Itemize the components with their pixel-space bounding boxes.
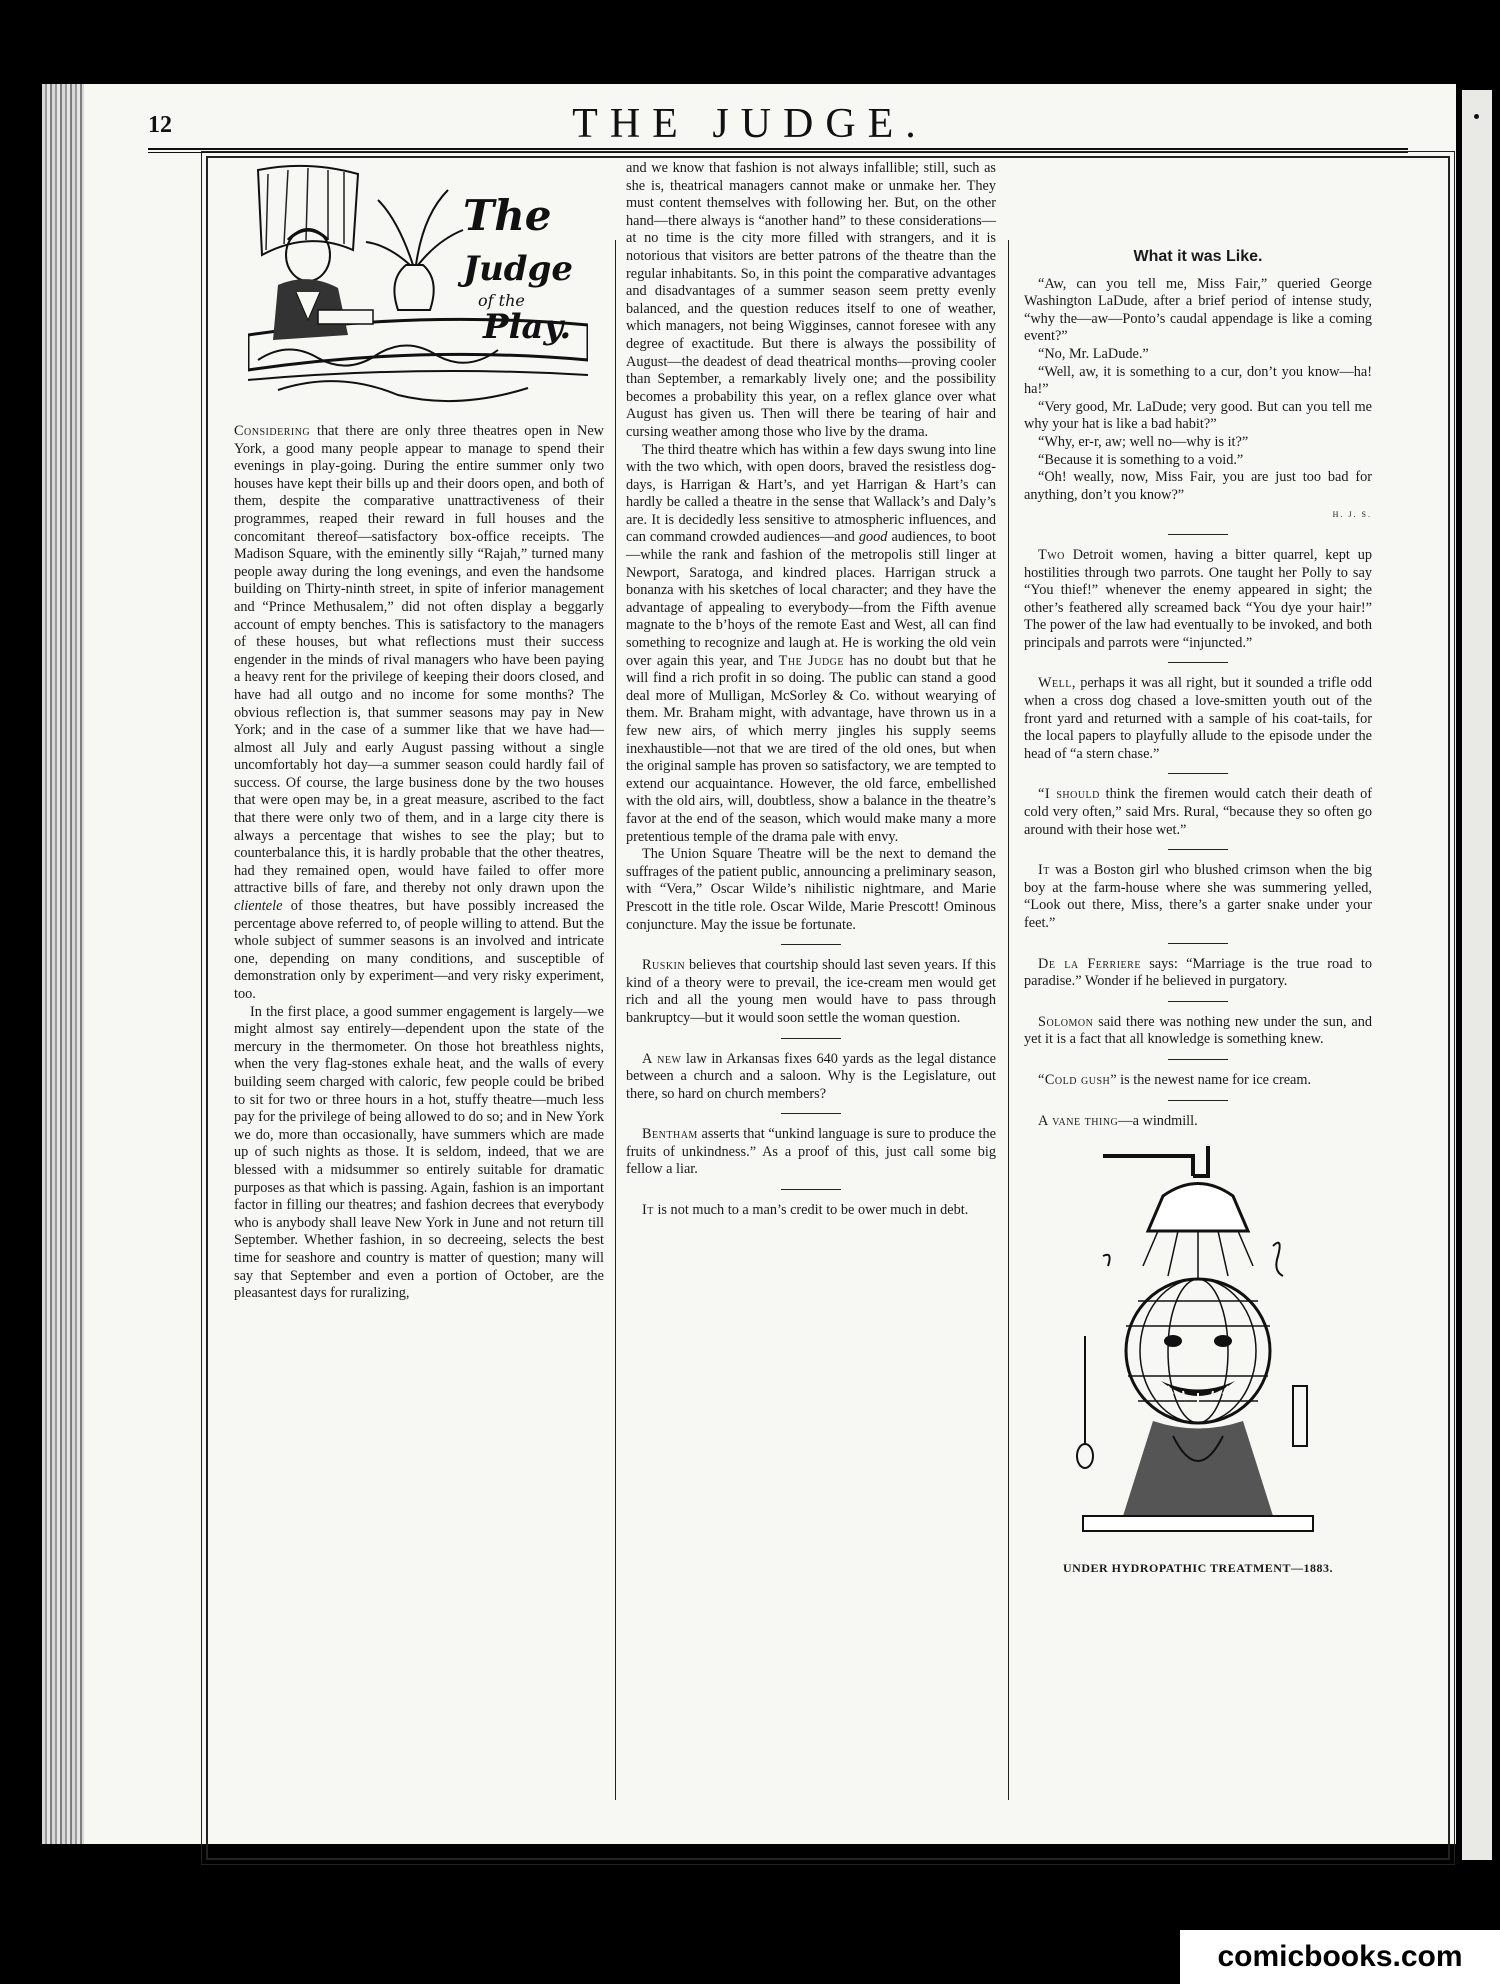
lead-a-vane-thing: A vane thing bbox=[1038, 1112, 1119, 1129]
lead-solomon: Solomon bbox=[1038, 1013, 1094, 1030]
dialogue-line: “No, Mr. LaDude.” bbox=[1038, 345, 1149, 362]
paragraph-text: think the firemen would catch their death of cold very often,” said Mrs. Rural, “because they so often go around with their hose wet.” bbox=[1024, 786, 1372, 838]
the-judge-mention: The Judge bbox=[778, 652, 845, 669]
dialogue-line: “Aw, can you tell me, Miss Fair,” queried George Washington LaDude, after a brief period of intense study, “why the—aw—Ponto’s caudal appendage is like a coming event?” bbox=[1024, 275, 1372, 345]
lead-ruskin: Ruskin bbox=[642, 957, 686, 974]
paragraph-text: The Union Square Theatre will be the next to demand the suffrages of the patient public, announcing a preliminary season, with “Vera,” Oscar Wilde’s nihilistic nightmare, and Marie Prescott in the title role. Oscar Wilde, Marie Prescott! Ominous conjuncture. May the issue be fortunate. bbox=[626, 846, 996, 933]
paragraph-text: —a windmill. bbox=[1118, 1112, 1198, 1129]
paragraph-text: law in Arkansas fixes 640 yards as the legal distance between a church and a saloon. Why is the Legislature, out there, so hard on church members? bbox=[626, 1050, 997, 1102]
paragraph-text: has no doubt but that he will find a rich profit in so doing. The public can stand a good deal more of Mulligan, McSorley & Co. without wearying of them. Mr. Braham might, with advantage, have thrown us in a few new airs, of which merry jingles his supply seems inexhaustible—not that we are tired of the old ones, but when the original sample has proven so satisfactory, we are tempted to extend our acquaintance. However, the old farce, embellished with the old airs, will, doubtless, show a balance in the theatre’s favor at the end of the season, which would make many a more pretentious temple of the drama pale with envy. bbox=[626, 652, 996, 845]
separator-rule bbox=[781, 1189, 841, 1190]
page-title: THE JUDGE. bbox=[572, 101, 928, 147]
separator-rule bbox=[1168, 943, 1228, 944]
watermark: comicbooks.com bbox=[1180, 1930, 1500, 1984]
lead-two: Two bbox=[1038, 546, 1065, 563]
lead-de-la-ferriere: De la Ferriere bbox=[1038, 955, 1141, 972]
paragraph-text: believes that courtship should last seven years. If this kind of a theory were to prevail, the ice-cream men would get rich and all the young men would have to pass through bankruptcy—but it would soon settle the woman question. bbox=[626, 957, 996, 1026]
separator-rule bbox=[1168, 773, 1228, 774]
paragraph-text: and we know that fashion is not always infallible; still, such as she is, theatrical managers cannot make or unmake her. They must content themselves with following her. But, on the other hand—there always is “another hand” to these considerations—at no time is the city more filled with strangers, and it is notorious that visitors are better patrons of the theatre than the regular inhabitants. So, in this point the comparative advantages and disadvantages of a summer season seem pretty evenly balanced, and the question reduces itself to one of weather, which managers, not being Wigginses, cannot foresee with any degree of exactitude. But there is always the possibility of August—the deadest of dead theatrical months—proving cooler than September, a remarkably lively one; and the possibility becomes a probability this year, on a reflex glance over what August has given us. Then will there be tearing of hair and cursing weather among those who live by the drama. bbox=[626, 160, 996, 440]
paragraph-text: ” is the newest name for ice cream. bbox=[1110, 1071, 1312, 1088]
lead-a-new: A new bbox=[642, 1050, 682, 1067]
separator-rule bbox=[1168, 849, 1228, 850]
paragraph-text: In the first place, a good summer engagement is largely—we might almost say entirely—dependent upon the state of the mercury in the thermometer. On those hot breathless nights, when the very flag-stones exhale heat, and the walls of every building seem charged with caloric, few people could be bribed to sit for two or three hours in a hot, stuffy theatre—much less pay for the privilege of being allowed to do so; and in New York we do, more than occasionally, have summers which are made up of such nights as those. It is seldom, indeed, that we are blessed with a midsummer so entirely suitable for dramatic purposes as that which is passing. Again, fashion is an important factor in filling our theatres; and fashion decrees that everybody who is anybody shall leave New York in June and not return till September. Whether fashion, in so decreeing, selects the best time for seashore and country is matter of question; many will say that September and even a portion of October, are the pleasantest days for ruralizing, bbox=[234, 1003, 604, 1302]
paragraph-text: that there are only three theatres open in New York, a good many people appear to manage to spend their evenings in play-going. During the entire summer only two houses have kept their bills up and their doors open, and both of them, despite the comparative unattractiveness of their programmes, reaped their reward in full houses and the concomitant thereof—satisfactory box-office receipts. The Madison Square, with the eminently silly “Rajah,” turned many people away during the long evenings, and even the handsome building on Thirty-ninth street, in spite of inferior management and “Prince Methusalem,” did not often display a beggarly account of empty benches. This is satisfactory to the managers of these houses, but what reflections must their success engender in the minds of rival managers who have been paying a heavy rent for the privilege of keeping their doors closed, and have had all outgo and no income for some months? The obvious reflection is, that summer seasons may pay in New York; and in the case of a summer like that we have had—almost all July and early August passing without a single uncomfortably hot day—a summer season could hardly fail of success. Of course, the large business done by the two houses that were open may be, in a great measure, ascribed to the fact that there were only two of them, and in a large city there is always a percentage that wishes to see the play; but to counterbalance this, it is hardly probable that the other theatres, had they remained open, would have failed to offer more attractive bills of fare, and thereby not only drawn upon the bbox=[234, 423, 604, 897]
dialogue-line: “Why, er-r, aw; well no—why is it?” bbox=[1038, 433, 1249, 450]
header-rule-thin bbox=[148, 152, 1408, 153]
next-page-edge bbox=[1462, 90, 1492, 1860]
svg-text:Play.: Play. bbox=[483, 307, 572, 347]
separator-rule bbox=[781, 1113, 841, 1114]
book-binding bbox=[42, 84, 88, 1844]
separator-rule bbox=[1168, 534, 1228, 535]
dialogue-line: “Oh! weally, now, Miss Fair, you are just too bad for anything, don’t you know?” bbox=[1024, 469, 1372, 503]
paragraph-text: perhaps it was all right, but it sounded a trifle odd when a cross dog chased a love-smitten youth out of the front yard and returned with a sample of his coat-tails, for the local papers to playfully allude to the episode under the head of “a stern chase.” bbox=[1024, 675, 1372, 762]
paragraph-text: of those theatres, but have possibly increased the percentage above referred to, of people willing to attend. But the whole subject of summer seasons is an involved and intricate one, depending on many conditions, and susceptible of demonstration only by experiment—and very risky experiment, too. bbox=[234, 898, 604, 1002]
dialogue-line: “Because it is something to a void.” bbox=[1038, 451, 1244, 468]
page-number: 12 bbox=[148, 112, 172, 138]
separator-rule bbox=[1168, 662, 1228, 663]
paragraph-text: The third theatre which has within a few days swung into line with the two which, with open doors, braved the resistless dog-days, is Harrigan & Hart’s, and yet Harrigan & Hart’s can hardly be called a theatre in the sense that Wallack’s and Daly’s are. It is decidedly less sensitive to atmospheric influences, and can command crowded audiences—and bbox=[626, 441, 996, 546]
lead-bentham: Bentham bbox=[642, 1126, 698, 1143]
dialogue-line: “Well, aw, it is something to a cur, don’t you know—ha! ha!” bbox=[1024, 363, 1372, 398]
hydropathic-globe-illustration bbox=[1043, 1136, 1353, 1556]
paragraph-text: asserts that “unkind language is sure to produce the fruits of unkindness.” As a proof of this, just call some big fellow a liar. bbox=[626, 1126, 996, 1178]
separator-rule bbox=[781, 1038, 841, 1039]
lead-it: It bbox=[642, 1202, 654, 1219]
illustration-caption: UNDER HYDROPATHIC TREATMENT—1883. bbox=[1063, 1561, 1333, 1576]
dialogue-line: “Very good, Mr. LaDude; very good. But can you tell me why your hat is like a bad habit?” bbox=[1024, 398, 1372, 433]
lead-it-was: It bbox=[1038, 862, 1050, 879]
header-rule bbox=[148, 148, 1408, 150]
column-divider bbox=[615, 240, 616, 1800]
judge-of-the-play-illustration bbox=[248, 160, 588, 415]
paragraph-text: Detroit women, having a bitter quarrel, kept up hostilities through two parrots. One taught her Polly to say “You thief!” whenever the enemy appeared in sight; the other’s feathered ally screamed back “You dye your hair!” The power of the law had eventually to be invoked, and both principals and parrots were “injuncted.” bbox=[1024, 546, 1372, 651]
lead-i-should: “I should bbox=[1038, 786, 1100, 803]
article-title: What it was Like. bbox=[1133, 248, 1263, 265]
column-1 bbox=[234, 160, 604, 1303]
signature: H. J. S. bbox=[1332, 510, 1372, 520]
svg-text:of the: of the bbox=[478, 291, 525, 310]
paragraph-text: said there was nothing new under the sun, and yet it is a fact that all knowledge is something knew. bbox=[1024, 1013, 1372, 1048]
svg-text:The: The bbox=[463, 191, 552, 240]
dot-mark bbox=[1474, 114, 1479, 119]
column-2 bbox=[626, 160, 996, 1220]
lead-considering: Considering bbox=[234, 423, 311, 439]
separator-rule bbox=[1168, 1059, 1228, 1060]
svg-text:Judge: Judge bbox=[463, 249, 573, 289]
separator-rule bbox=[781, 944, 841, 945]
separator-rule bbox=[1168, 1100, 1228, 1101]
column-3 bbox=[1024, 248, 1372, 1578]
lead-cold-gush: “Cold gush bbox=[1038, 1071, 1111, 1088]
paragraph-text: audiences, to boot—while the rank and fashion of the metropolis still linger at Newport, Saratoga, and kindred places. Harrigan struck a bonanza with his sketches of local character; and they have the advantage of appealing to everybody—from the Fifth avenue magnate to the b’hoys of the remote East and West, all can find something to recognize and laugh at. He is working the old vein over again this year, and bbox=[626, 529, 996, 669]
italic-word: good bbox=[858, 529, 888, 546]
italic-word: clientele bbox=[234, 898, 283, 915]
separator-rule bbox=[1168, 1001, 1228, 1002]
paragraph-text: is not much to a man’s credit to be ower much in debt. bbox=[653, 1202, 969, 1219]
column-divider bbox=[1008, 240, 1009, 1800]
paragraph-text: says: “Marriage is the true road to paradise.” Wonder if he believed in purgatory. bbox=[1024, 955, 1373, 990]
paragraph-text: was a Boston girl who blushed crimson when the big boy at the farm-house where she was summering yelled, “Look out there, Miss, there’s a garter snake under your feet.” bbox=[1024, 862, 1372, 931]
lead-well: Well, bbox=[1038, 675, 1076, 692]
